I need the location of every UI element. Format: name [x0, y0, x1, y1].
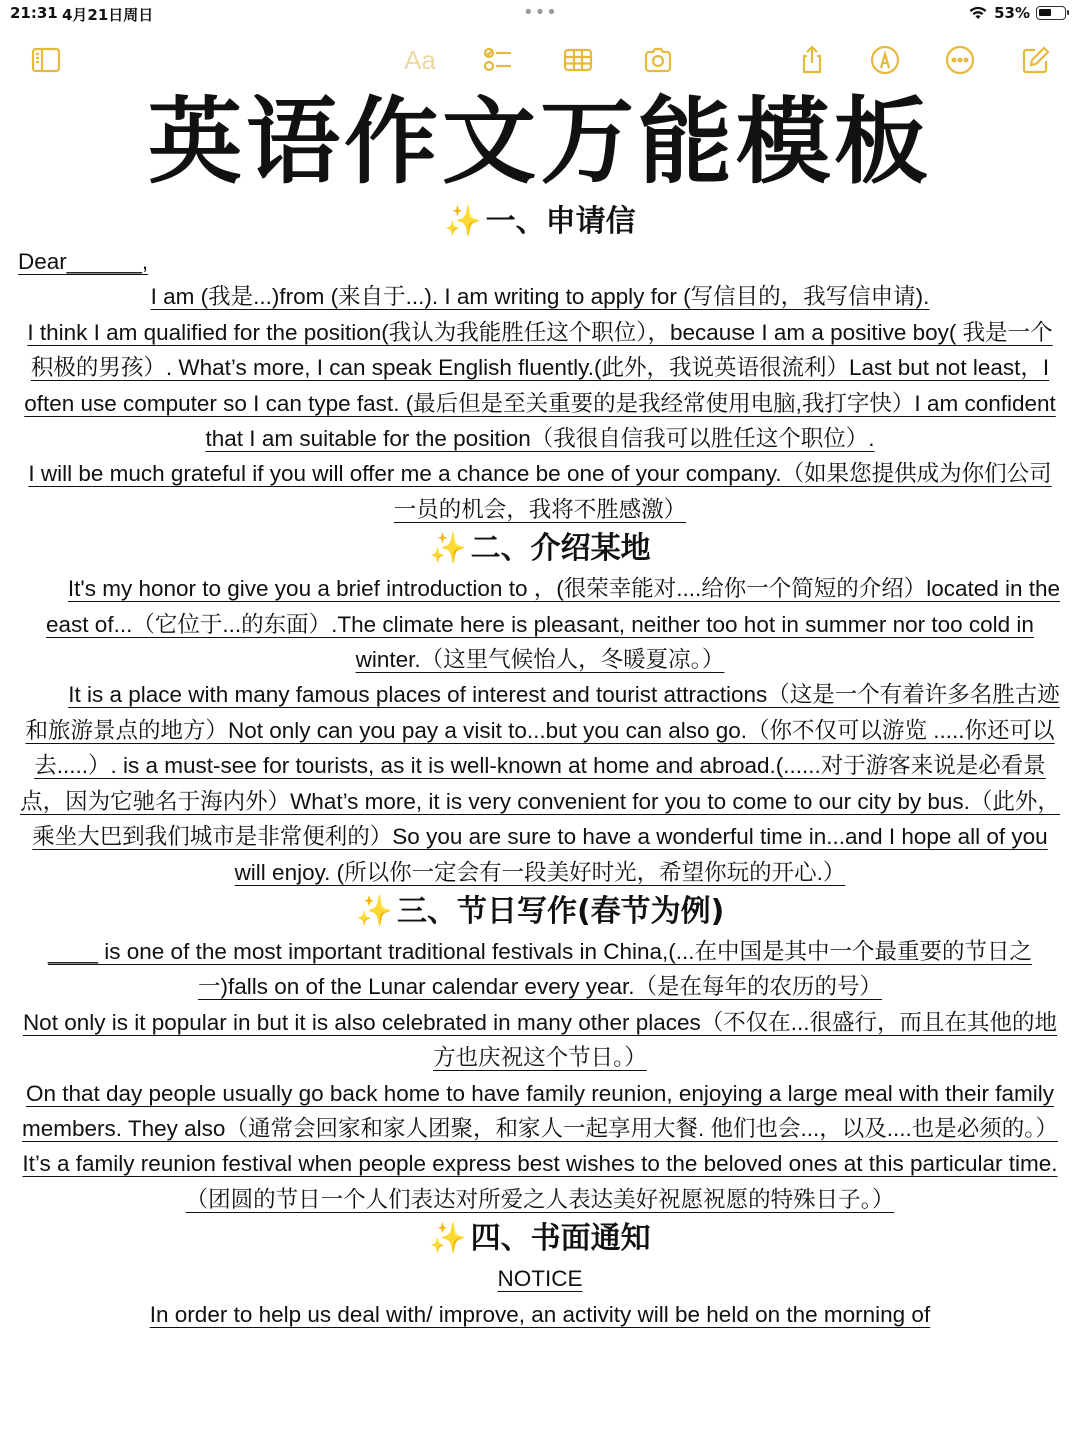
paragraph [0, 315, 1080, 457]
sparkle-star-icon: ✨ [444, 204, 482, 239]
format-label: Aa [404, 44, 436, 75]
paragraph [0, 244, 1080, 279]
paragraph-text: Dear______, [18, 249, 149, 274]
paragraph [0, 456, 1080, 527]
camera-button[interactable] [638, 40, 678, 80]
section-heading-text: 四、书面通知 [470, 1221, 651, 1257]
status-bar [0, 0, 1080, 28]
share-button[interactable] [792, 40, 832, 80]
section-heading-text: 一、申请信 [485, 204, 636, 239]
note-body[interactable] [0, 88, 1080, 1440]
paragraph-text: ____ is one of the most important traditional festivals in China,(...在中国是其中一个最重要的节日之一)falls on of the Lunar calendar every year.（是在每年的农历的号） [47, 938, 1033, 1000]
paragraph [0, 1297, 1080, 1332]
paragraph-text: I am (我是...)from (来自于...). I am writing to apply for (写信目的，我写信申请). [150, 284, 930, 310]
paragraph [0, 1005, 1080, 1076]
battery-icon [1036, 6, 1066, 20]
share-icon [796, 44, 828, 76]
camera-icon [642, 44, 674, 76]
section-heading [0, 1217, 1080, 1261]
compose-icon [1020, 44, 1052, 76]
paragraph [0, 279, 1080, 314]
checklist-icon [482, 44, 514, 76]
sidebar-toggle-button[interactable] [26, 40, 66, 80]
paragraph-text: I will be much grateful if you will offer me a chance be one of your company.（如果您提供成为你们公司一员的机会，我将不胜感激） [28, 461, 1052, 522]
section-heading [0, 890, 1080, 934]
paragraph-text: On that day people usually go back home to have family reunion, enjoying a large meal with their family members. They also（通常会回家和家人团聚，和家人一起享用大餐. 他们也会...，以及....也是必须的。） [22, 1080, 1058, 1141]
compose-button[interactable] [1016, 40, 1056, 80]
sidebar-icon [30, 44, 62, 76]
wifi-icon [968, 5, 988, 21]
paragraph-text: It is a place with many famous places of interest and tourist attractions（这是一个有着许多名胜古迹和旅游景点的地方）Not only can you pay a visit to...but you can also go.（你不仅可以游览 .....你还可以去.....）. is a must-see for tourists, as it is well-known at home and abroad.(......对于游客来说是必看景点，因为它驰名于海内外）What’s more, it is very convenient for you to come to our city by bus.（此外，乘坐大巴到我们城市是非常便利的）So you are sure to have a wonderful time in...and I hope all of you will enjoy. (所以你一定会有一段美好时光，希望你玩的开心.） [20, 682, 1060, 885]
notes-toolbar [0, 40, 1080, 84]
paragraph-text: Not only is it popular in but it is also celebrated in many other places（不仅在...很盛行，而且在其他的地方也庆祝这个节日。） [22, 1009, 1058, 1071]
paragraph-text: It's my honor to give you a brief introduction to ，(很荣幸能对....给你一个简短的介绍）located in the east of...（它位于...的东面）.The climate here is pleasant, neither too hot in summer nor too cold in winter.（这里气候怡人，冬暖夏凉。） [46, 576, 1061, 673]
status-date: 4月21日周日 [62, 6, 154, 24]
paragraph-text: It’s a family reunion festival when people express best wishes to the beloved ones at this particular time.（团圆的节日一个人们表达对所爱之人表达美好祝愿祝愿的特殊日子。） [22, 1151, 1058, 1212]
status-right [968, 4, 1066, 22]
paragraph [0, 934, 1080, 1005]
status-time: 21:31 [10, 4, 58, 22]
paragraph [0, 1261, 1080, 1296]
paragraph [0, 1146, 1080, 1217]
section-heading-text: 二、介绍某地 [470, 531, 651, 567]
paragraph [0, 571, 1080, 677]
sparkle-star-icon: ✨ [355, 893, 393, 929]
checklist-button[interactable] [478, 40, 518, 80]
table-icon [562, 44, 594, 76]
section-heading [0, 200, 1080, 244]
bottom-fade [0, 1380, 1080, 1440]
more-button[interactable] [940, 40, 980, 80]
battery-level [1039, 9, 1051, 16]
section-heading-text: 三、节日写作(春节为例) [396, 893, 725, 929]
markup-button[interactable] [865, 40, 905, 80]
markup-icon [869, 44, 901, 76]
paragraph [0, 677, 1080, 889]
paragraph-text: NOTICE [497, 1266, 583, 1292]
format-button[interactable] [400, 40, 440, 80]
more-icon [944, 44, 976, 76]
multitasking-dots-icon[interactable]: ••• [523, 2, 558, 23]
battery-percent: 53% [994, 4, 1030, 22]
paragraph [0, 1076, 1080, 1147]
note-title: 英语作文万能模板 [147, 88, 932, 197]
sparkle-star-icon: ✨ [429, 531, 467, 567]
table-button[interactable] [558, 40, 598, 80]
paragraph-text: I think I am qualified for the position(我认为我能胜任这个职位），because I am a positive boy( 我是一个积极的男孩）. What’s more, I can speak English fluently.(此外，我说英语很流利）Last but not least，I often use computer so I can type fast. (最后但是至关重要的是我经常使用电脑,我打字快）I am confident that I am suitable for the position（我很自信我可以胜任这个职位）. [24, 319, 1056, 452]
paragraph-text: In order to help us deal with/ improve, an activity will be held on the morning of [149, 1301, 931, 1327]
sparkle-star-icon: ✨ [429, 1221, 467, 1257]
section-heading [0, 527, 1080, 571]
